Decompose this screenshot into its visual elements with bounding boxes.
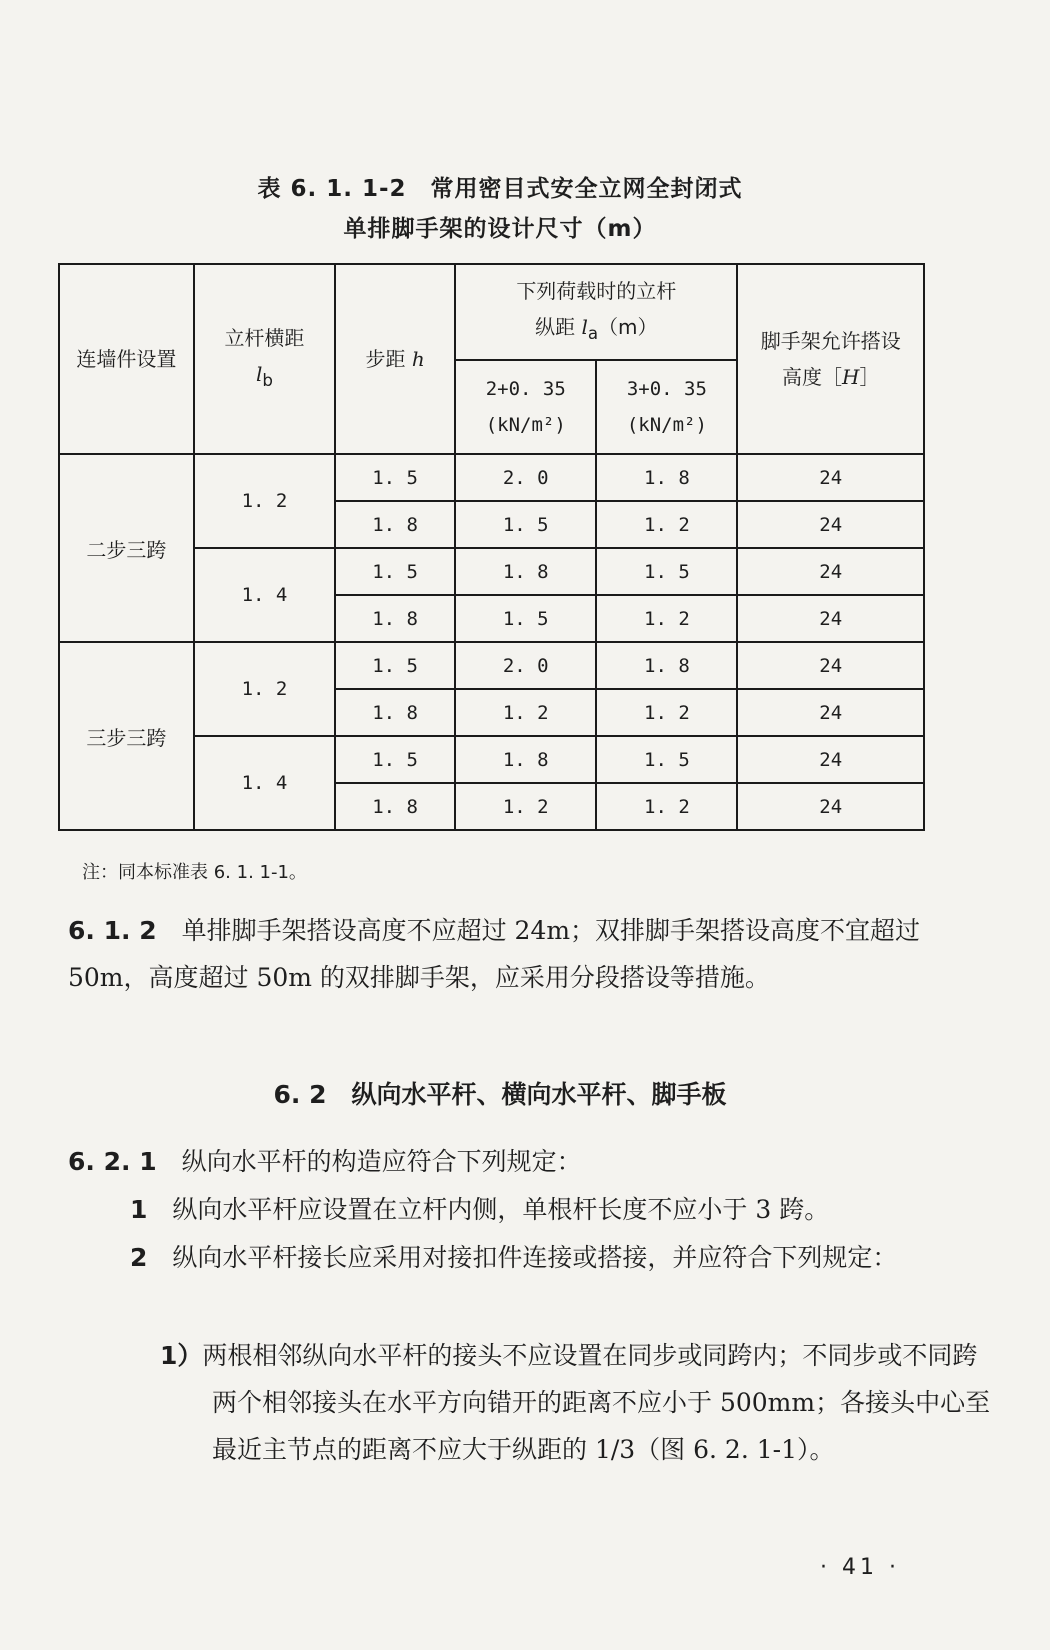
- table-header-row: [59, 264, 924, 360]
- la1-cell: 1. 5: [455, 501, 596, 548]
- height-cell: 24: [737, 454, 924, 501]
- connection-cell: 二步三跨: [59, 454, 194, 642]
- table-title-line2: 单排脚手架的设计尺寸（m）: [343, 216, 657, 242]
- header-pole-spacing-sub: b: [262, 370, 273, 390]
- la1-cell: 1. 8: [455, 548, 596, 595]
- clause-number: 6. 1. 2: [68, 916, 157, 945]
- header-height-prefix: 高度［: [782, 365, 843, 389]
- header-load-1: [455, 360, 596, 454]
- height-cell: 24: [737, 548, 924, 595]
- height-cell: 24: [737, 595, 924, 642]
- step-cell: 1. 8: [335, 595, 455, 642]
- header-longitudinal-prefix: 纵距: [535, 314, 582, 339]
- clause-item-1: [130, 1186, 930, 1233]
- header-height: [737, 264, 924, 454]
- header-load-1-value: 2+0. 35: [485, 378, 566, 400]
- la1-cell: 1. 2: [455, 689, 596, 736]
- la2-cell: 1. 8: [596, 454, 737, 501]
- step-cell: 1. 8: [335, 783, 455, 830]
- subitem-text: 两根相邻纵向水平杆的接头不应设置在同步或同跨内；不同步或不同跨两个相邻接头在水平方向错开的距离不应小于 500mm；各接头中心至最近主节点的距离不应大于纵距的 1/3（图 6. 2. 1-1）。: [202, 1341, 991, 1464]
- table-title-line1: 表 6. 1. 1-2 常用密目式安全立网全封闭式: [257, 176, 743, 202]
- la1-cell: 1. 8: [455, 736, 596, 783]
- la2-cell: 1. 2: [596, 501, 737, 548]
- design-dimension-table: [58, 263, 925, 831]
- header-pole-spacing-label: 立杆横距: [224, 325, 305, 350]
- section-heading: 6. 2 纵向水平杆、横向水平杆、脚手板: [273, 1080, 727, 1109]
- height-cell: 24: [737, 642, 924, 689]
- height-cell: 24: [737, 783, 924, 830]
- table-row: [59, 454, 924, 501]
- header-connection: 连墙件设置: [59, 264, 194, 454]
- item-number: 2: [130, 1243, 148, 1272]
- header-height-symbol: H: [842, 365, 860, 389]
- page-number: · 41 ·: [820, 1555, 900, 1580]
- clause-6-2-1: [68, 1138, 934, 1185]
- la2-cell: 1. 2: [596, 689, 737, 736]
- header-load-2-unit: (kN/m²): [626, 414, 707, 436]
- subitem-number: 1）: [160, 1341, 203, 1370]
- la1-cell: 2. 0: [455, 642, 596, 689]
- height-cell: 24: [737, 501, 924, 548]
- step-cell: 1. 8: [335, 689, 455, 736]
- la2-cell: 1. 5: [596, 548, 737, 595]
- item-text: 纵向水平杆应设置在立杆内侧，单根杆长度不应小于 3 跨。: [147, 1195, 830, 1224]
- clause-item-2: [68, 1234, 934, 1281]
- clause-text: 纵向水平杆的构造应符合下列规定：: [156, 1147, 582, 1176]
- header-longitudinal-unit: （m）: [598, 314, 658, 339]
- clause-6-1-2: [68, 907, 934, 1001]
- header-step: [335, 264, 455, 454]
- header-step-symbol: h: [411, 347, 425, 371]
- pole-spacing-cell: 1. 4: [194, 736, 335, 830]
- header-pole-spacing: [194, 264, 335, 454]
- header-longitudinal: [455, 264, 737, 360]
- header-longitudinal-sub: a: [587, 323, 599, 343]
- header-longitudinal-symbol: l: [581, 314, 588, 339]
- clause-number: 6. 2. 1: [68, 1147, 157, 1176]
- item-number: 1: [130, 1195, 148, 1224]
- step-cell: 1. 5: [335, 548, 455, 595]
- header-height-label: 脚手架允许搭设: [760, 329, 901, 353]
- step-cell: 1. 5: [335, 642, 455, 689]
- header-load-2: [596, 360, 737, 454]
- height-cell: 24: [737, 736, 924, 783]
- header-load-1-unit: (kN/m²): [485, 414, 566, 436]
- step-cell: 1. 8: [335, 501, 455, 548]
- height-cell: 24: [737, 689, 924, 736]
- la2-cell: 1. 2: [596, 595, 737, 642]
- pole-spacing-cell: 1. 4: [194, 548, 335, 642]
- header-load-2-value: 3+0. 35: [626, 378, 707, 400]
- la2-cell: 1. 8: [596, 642, 737, 689]
- header-height-suffix: ］: [859, 365, 880, 389]
- la2-cell: 1. 2: [596, 783, 737, 830]
- header-pole-spacing-symbol: l: [255, 361, 263, 386]
- connection-cell: 三步三跨: [59, 642, 194, 830]
- table-row: [59, 642, 924, 689]
- pole-spacing-cell: 1. 2: [194, 642, 335, 736]
- pole-spacing-cell: 1. 2: [194, 454, 335, 548]
- clause-text: 单排脚手架搭设高度不应超过 24m；双排脚手架搭设高度不宜超过 50m，高度超过 50m 的双排脚手架，应采用分段搭设等措施。: [68, 916, 921, 992]
- clause-subitem-1: [160, 1332, 992, 1473]
- table-note: 注：同本标准表 6. 1. 1-1。: [82, 862, 307, 883]
- la2-cell: 1. 5: [596, 736, 737, 783]
- header-step-label: 步距: [365, 347, 412, 371]
- la1-cell: 1. 5: [455, 595, 596, 642]
- item-text: 纵向水平杆接长应采用对接扣件连接或搭接，并应符合下列规定：: [147, 1243, 898, 1272]
- step-cell: 1. 5: [335, 454, 455, 501]
- la1-cell: 1. 2: [455, 783, 596, 830]
- step-cell: 1. 5: [335, 736, 455, 783]
- header-longitudinal-label: 下列荷载时的立杆: [516, 278, 677, 303]
- la1-cell: 2. 0: [455, 454, 596, 501]
